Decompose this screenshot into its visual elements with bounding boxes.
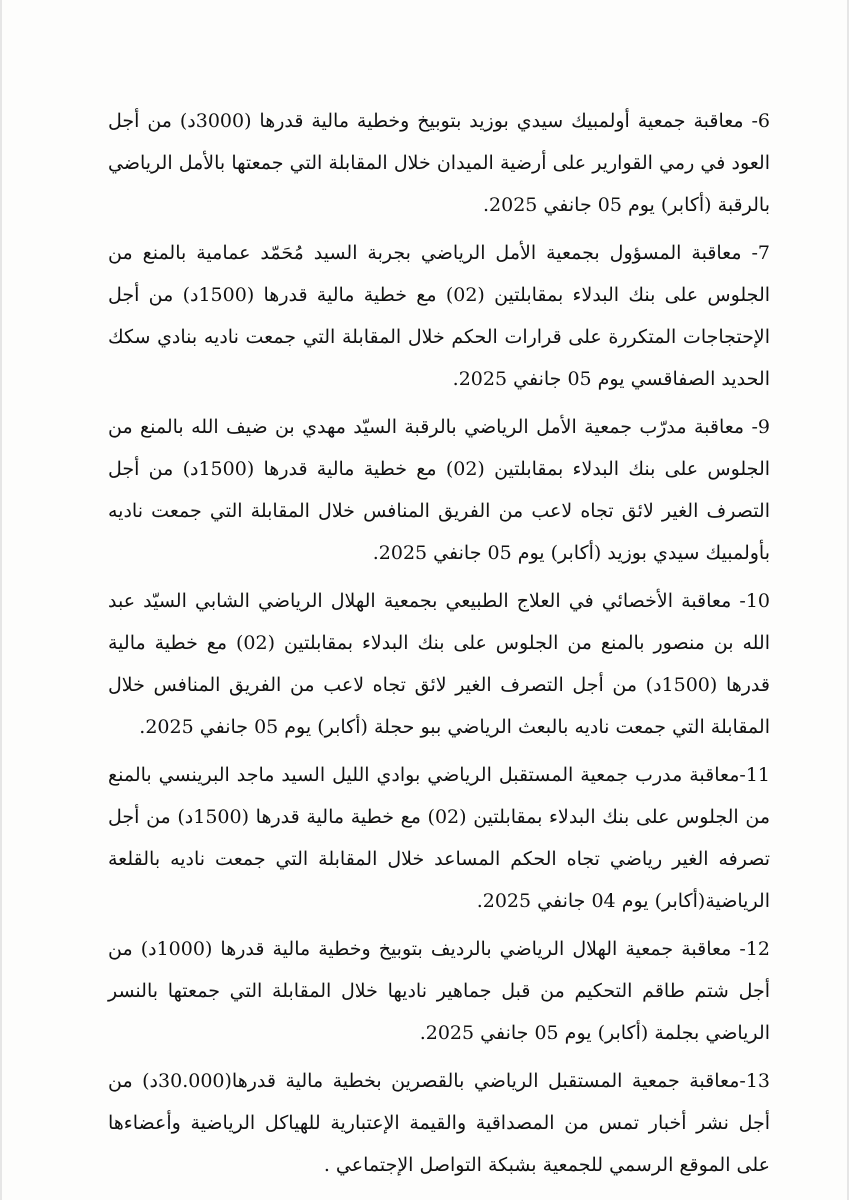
decision-item-12: 12- معاقبة جمعية الهلال الرياضي بالرديف بتوبيخ وخطية مالية قدرها (1000د) من أجل شتم طاقم التحكيم من قبل جماهير ناديها خلال المقابلة التي جمعتها بالنسر الرياضي بجلمة (أكابر) يوم 05 جانفي 2025.: [108, 938, 770, 1044]
decision-item-13: 13-معاقبة جمعية المستقبل الرياضي بالقصرين بخطية مالية قدرها(30.000د) من أجل نشر أخبار تمس من المصداقية والقيمة الإعتبارية للهياكل الرياضية وأعضاءها على الموقع الرسمي للجمعية بشبكة التواصل الإجتماعي .: [108, 1070, 770, 1176]
document-body: [108, 100, 770, 1186]
decision-item-9: 9- معاقبة مدرّب جمعية الأمل الرياضي بالرقبة السيّد مهدي بن ضيف الله بالمنع من الجلوس على بنك البدلاء بمقابلتين (02) مع خطية مالية قدرها (1500د) من أجل التصرف الغير لائق تجاه لاعب من الفريق المنافس خلال المقابلة التي جمعت ناديه بأولمبيك سيدي بوزيد (أكابر) يوم 05 جانفي 2025.: [108, 416, 771, 564]
page-left-edge: [0, 0, 2, 1200]
decision-item-10: 10- معاقبة الأخصائي في العلاج الطبيعي بجمعية الهلال الرياضي الشابي السيّد عبد الله بن منصور بالمنع من الجلوس على بنك البدلاء بمقابلتين (02) مع خطية مالية قدرها (1500د) من أجل التصرف الغير لائق تجاه لاعب من الفريق المنافس خلال المقابلة التي جمعت ناديه بالبعث الرياضي ببو حجلة (أكابر) يوم 05 جانفي 2025.: [108, 590, 770, 738]
decision-item-6: 6- معاقبة جمعية أولمبيك سيدي بوزيد بتوبيخ وخطية مالية قدرها (3000د) من أجل العود في رمي القوارير على أرضية الميدان خلال المقابلة التي جمعتها بالأمل الرياضي بالرقبة (أكابر) يوم 05 جانفي 2025.: [108, 110, 770, 216]
decision-item-7: 7- معاقبة المسؤول بجمعية الأمل الرياضي بجربة السيد مُحَمّد عمامية بالمنع من الجلوس على بنك البدلاء بمقابلتين (02) مع خطية مالية قدرها (1500د) من أجل الإحتجاجات المتكررة على قرارات الحكم خلال المقابلة التي جمعت ناديه بنادي سكك الحديد الصفاقسي يوم 05 جانفي 2025.: [108, 242, 771, 390]
decision-item-11: 11-معاقبة مدرب جمعية المستقبل الرياضي بوادي الليل السيد ماجد البرينسي بالمنع من الجلوس على بنك البدلاء بمقابلتين (02) مع خطية مالية قدرها (1500د) من أجل تصرفه الغير رياضي تجاه الحكم المساعد خلال المقابلة التي جمعت ناديه بالقلعة الرياضية(أكابر) يوم 04 جانفي 2025.: [108, 764, 770, 912]
